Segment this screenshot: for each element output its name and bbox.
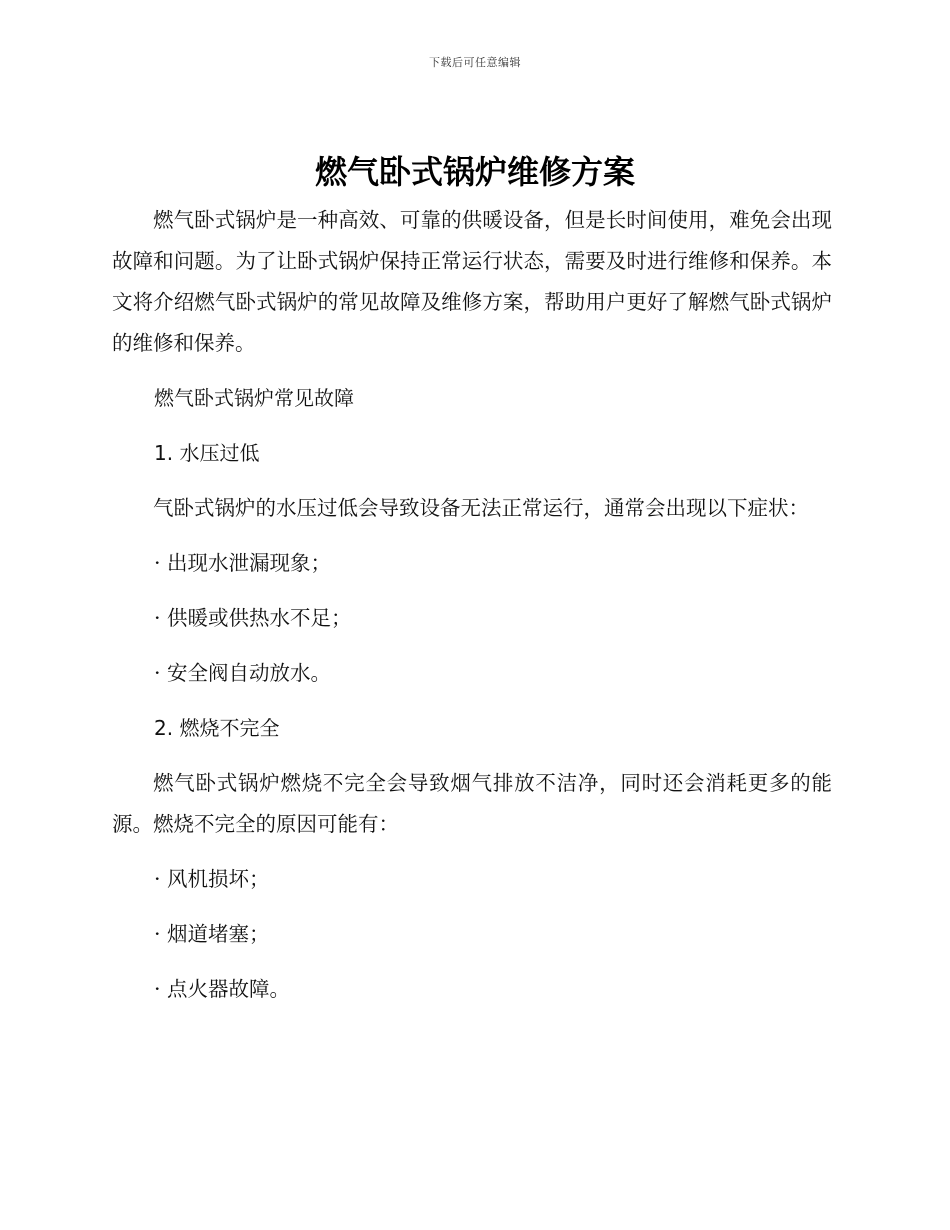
bullet-item: · 点火器故障。 bbox=[154, 977, 291, 1001]
bullet-item: · 出现水泄漏现象； bbox=[154, 551, 332, 575]
bullet-item: · 风机损坏； bbox=[154, 867, 270, 891]
header-note: 下载后可任意编辑 bbox=[429, 56, 521, 69]
document-body bbox=[112, 200, 832, 1010]
fault-title: 1. 水压过低 bbox=[154, 441, 260, 465]
bullet-item: · 供暖或供热水不足； bbox=[154, 606, 352, 630]
bullet-item: · 安全阀自动放水。 bbox=[154, 661, 332, 685]
document-title: 燃气卧式锅炉维修方案 bbox=[314, 153, 635, 191]
bullet-item: · 烟道堵塞； bbox=[154, 922, 270, 946]
section-heading: 燃气卧式锅炉常见故障 bbox=[154, 386, 354, 410]
fault-description: 燃气卧式锅炉燃烧不完全会导致烟气排放不洁净，同时还会消耗更多的能源。燃烧不完全的原因可能有： bbox=[112, 771, 832, 836]
intro-paragraph: 燃气卧式锅炉是一种高效、可靠的供暖设备，但是长时间使用，难免会出现故障和问题。为了让卧式锅炉保持正常运行状态，需要及时进行维修和保养。本文将介绍燃气卧式锅炉的常见故障及维修方案，帮助用户更好了解燃气卧式锅炉的维修和保养。 bbox=[112, 208, 832, 355]
fault-title: 2. 燃烧不完全 bbox=[154, 716, 280, 740]
fault-description: 气卧式锅炉的水压过低会导致设备无法正常运行，通常会出现以下症状： bbox=[153, 496, 809, 520]
